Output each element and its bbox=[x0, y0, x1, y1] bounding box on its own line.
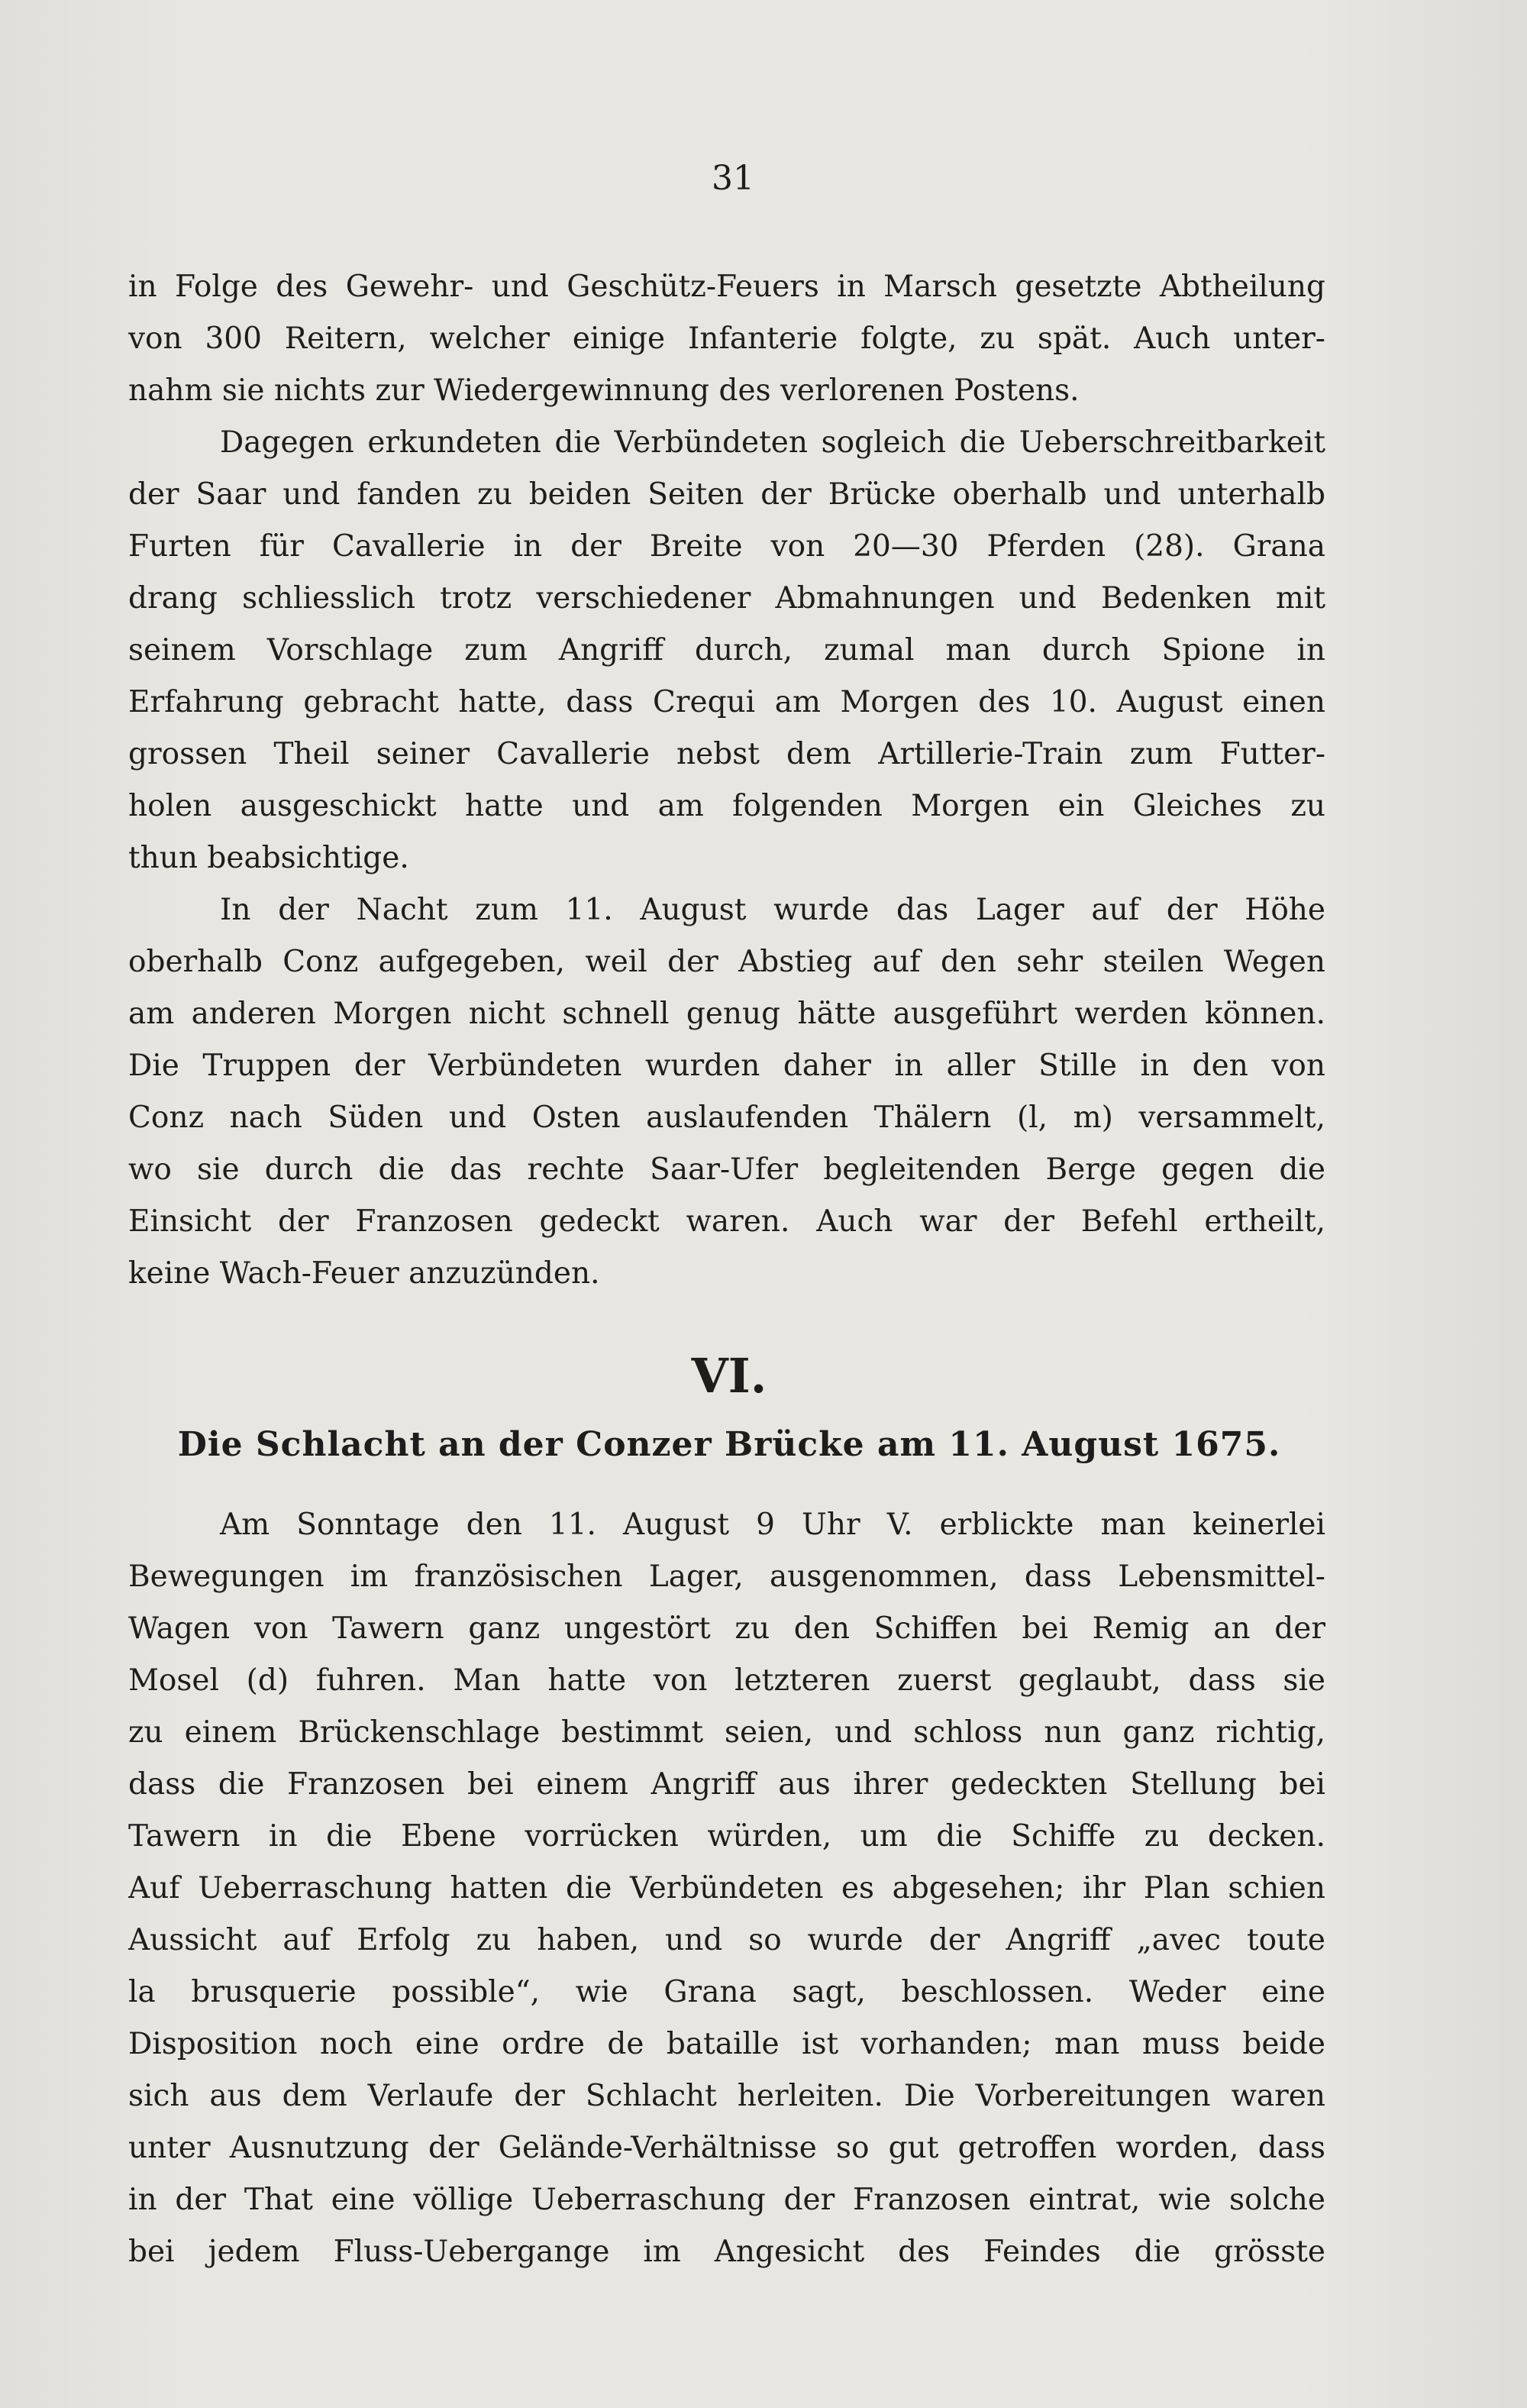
text-line: in der That eine völlige Ueberraschung der Franzosen eintrat, wie solche bbox=[128, 2183, 1325, 2217]
text-line: sich aus dem Verlaufe der Schlacht herleiten. Die Vorbereitungen waren bbox=[128, 2079, 1325, 2113]
text-line: Furten für Cavallerie in der Breite von 20—30 Pferden (28). Grana bbox=[128, 529, 1325, 564]
text-line: Dagegen erkundeten die Verbündeten sogleich die Ueberschreitbarkeit bbox=[220, 425, 1325, 460]
text-line: keine Wach-Feuer anzuzünden. bbox=[128, 1256, 600, 1291]
text-line: Mosel (d) fuhren. Man hatte von letzteren zuerst geglaubt, dass sie bbox=[128, 1663, 1325, 1698]
text-line: Die Truppen der Verbündeten wurden daher in aller Stille in den von bbox=[128, 1049, 1325, 1083]
text-line: Aussicht auf Erfolg zu haben, und so wurde der Angriff „avec toute bbox=[128, 1923, 1325, 1957]
chapter-title: Die Schlacht an der Conzer Brücke am 11. August 1675. bbox=[177, 1425, 1281, 1464]
text-line: bei jedem Fluss-Uebergange im Angesicht des Feindes die grösste bbox=[128, 2235, 1325, 2269]
text-line: nahm sie nichts zur Wiedergewinnung des verlorenen Postens. bbox=[128, 373, 1080, 408]
text-line: Bewegungen im französischen Lager, ausgenommen, dass Lebensmittel- bbox=[128, 1560, 1325, 1594]
text-line: grossen Theil seiner Cavallerie nebst dem Artillerie-Train zum Futter- bbox=[128, 737, 1325, 771]
text-block-chapter-5-end bbox=[128, 261, 1325, 1300]
text-line: zu einem Brückenschlage bestimmt seien, und schloss nun ganz richtig, bbox=[128, 1715, 1325, 1750]
text-line: von 300 Reitern, welcher einige Infanterie folgte, zu spät. Auch unter- bbox=[128, 322, 1325, 356]
text-line: Am Sonntage den 11. August 9 Uhr V. erblickte man keinerlei bbox=[220, 1508, 1325, 1542]
text-line: seinem Vorschlage zum Angriff durch, zumal man durch Spione in bbox=[128, 633, 1325, 667]
text-line: Tawern in die Ebene vorrücken würden, um die Schiffe zu decken. bbox=[128, 1819, 1325, 1854]
text-line: dass die Franzosen bei einem Angriff aus ihrer gedeckten Stellung bei bbox=[128, 1767, 1325, 1802]
text-line: holen ausgeschickt hatte und am folgenden Morgen ein Gleiches zu bbox=[128, 789, 1325, 823]
text-line: Conz nach Süden und Osten auslaufenden Thälern (l, m) versammelt, bbox=[128, 1101, 1325, 1135]
text-line: oberhalb Conz aufgegeben, weil der Abstieg auf den sehr steilen Wegen bbox=[128, 945, 1325, 979]
text-line: la brusquerie possible“, wie Grana sagt, beschlossen. Weder eine bbox=[128, 1975, 1325, 2009]
text-line: Erfahrung gebracht hatte, dass Crequi am Morgen des 10. August einen bbox=[128, 685, 1325, 719]
page-number: 31 bbox=[712, 159, 754, 198]
text-line: Einsicht der Franzosen gedeckt waren. Auch war der Befehl ertheilt, bbox=[128, 1204, 1325, 1239]
text-block-chapter-6 bbox=[128, 1499, 1325, 2278]
text-line: drang schliesslich trotz verschiedener Abmahnungen und Bedenken mit bbox=[128, 581, 1325, 616]
text-line: thun beabsichtige. bbox=[128, 841, 409, 875]
chapter-number: VI. bbox=[691, 1348, 767, 1404]
text-line: in Folge des Gewehr- und Geschütz-Feuers in Marsch gesetzte Abtheilung bbox=[128, 270, 1325, 304]
text-line: wo sie durch die das rechte Saar-Ufer begleitenden Berge gegen die bbox=[128, 1152, 1325, 1187]
text-line: Disposition noch eine ordre de bataille ist vorhanden; man muss beide bbox=[128, 2027, 1325, 2061]
text-line: Auf Ueberraschung hatten die Verbündeten es abgesehen; ihr Plan schien bbox=[128, 1871, 1325, 1905]
text-line: Wagen von Tawern ganz ungestört zu den Schiffen bei Remig an der bbox=[128, 1611, 1325, 1646]
text-line: der Saar und fanden zu beiden Seiten der Brücke oberhalb und unterhalb bbox=[128, 477, 1325, 512]
text-line: In der Nacht zum 11. August wurde das Lager auf der Höhe bbox=[220, 893, 1325, 927]
text-line: am anderen Morgen nicht schnell genug hätte ausgeführt werden können. bbox=[128, 997, 1325, 1031]
text-line: unter Ausnutzung der Gelände-Verhältnisse so gut getroffen worden, dass bbox=[128, 2131, 1325, 2165]
